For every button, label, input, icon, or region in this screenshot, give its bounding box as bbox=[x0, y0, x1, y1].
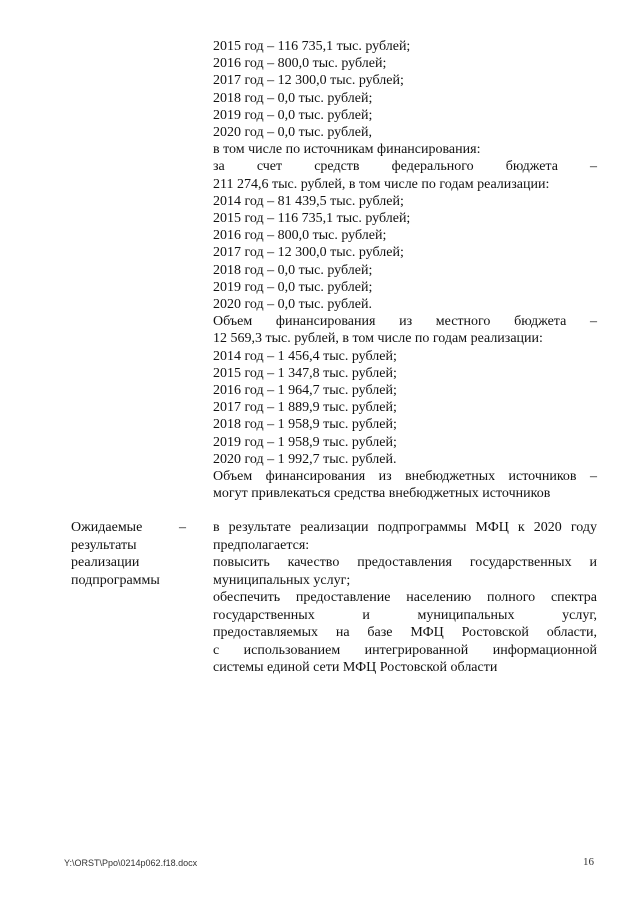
funding-sources-heading: в том числе по источникам финансирования: bbox=[213, 142, 481, 158]
local-year: 2017 год – 1 889,9 тыс. рублей; bbox=[213, 400, 397, 416]
result-line: системы единой сети МФЦ Ростовской области bbox=[213, 660, 498, 675]
local-year: 2014 год – 1 456,4 тыс. рублей; bbox=[213, 348, 397, 364]
federal-intro: за счет средств федерального бюджета – bbox=[213, 159, 597, 175]
local-total: 12 569,3 тыс. рублей, в том числе по годам реализации: bbox=[213, 331, 543, 347]
result-line: государственных и муниципальных услуг, bbox=[213, 607, 597, 623]
federal-year: 2014 год – 81 439,5 тыс. рублей; bbox=[213, 193, 404, 209]
row-dash: – bbox=[179, 520, 186, 535]
federal-year: 2016 год – 800,0 тыс. рублей; bbox=[213, 228, 387, 244]
local-year: 2018 год – 1 958,9 тыс. рублей; bbox=[213, 417, 397, 433]
local-year: 2019 год – 1 958,9 тыс. рублей; bbox=[213, 434, 397, 450]
page-number: 16 bbox=[583, 856, 594, 868]
result-line: обеспечить предоставление населению полного спектра bbox=[213, 590, 597, 605]
funding-column bbox=[213, 38, 597, 502]
local-year: 2016 год – 1 964,7 тыс. рублей; bbox=[213, 383, 397, 399]
extra-budget-intro: Объем финансирования из внебюджетных источников – bbox=[213, 469, 597, 485]
file-path: Y:\ORST\Ppo\0214p062.f18.docx bbox=[64, 858, 198, 868]
label-line: подпрограммы bbox=[71, 572, 160, 588]
label-line: Ожидаемые bbox=[71, 520, 143, 535]
result-line: муниципальных услуг; bbox=[213, 572, 351, 588]
funding-line: 2019 год – 0,0 тыс. рублей; bbox=[213, 107, 373, 123]
extra-budget-note: могут привлекаться средства внебюджетных источников bbox=[213, 486, 551, 502]
federal-total: 211 274,6 тыс. рублей, в том числе по годам реализации: bbox=[213, 176, 550, 192]
local-intro: Объем финансирования из местного бюджета – bbox=[213, 314, 597, 330]
funding-line: 2016 год – 800,0 тыс. рублей; bbox=[213, 56, 387, 72]
result-line: с использованием интегрированной информационной bbox=[213, 642, 597, 658]
federal-year: 2020 год – 0,0 тыс. рублей. bbox=[213, 297, 372, 313]
funding-line: 2018 год – 0,0 тыс. рублей; bbox=[213, 90, 373, 106]
federal-year: 2015 год – 116 735,1 тыс. рублей; bbox=[213, 211, 411, 227]
result-line: в результате реализации подпрограммы МФЦ к 2020 году bbox=[213, 520, 597, 535]
funding-line: 2015 год – 116 735,1 тыс. рублей; bbox=[213, 39, 411, 54]
result-line: повысить качество предоставления государственных и bbox=[213, 555, 597, 570]
local-year: 2015 год – 1 347,8 тыс. рублей; bbox=[213, 365, 397, 381]
expected-results-text bbox=[213, 519, 597, 677]
result-line: предполагается: bbox=[213, 537, 310, 553]
funding-line: 2020 год – 0,0 тыс. рублей, bbox=[213, 125, 372, 141]
label-line: реализации bbox=[71, 555, 140, 570]
local-year: 2020 год – 1 992,7 тыс. рублей. bbox=[213, 451, 397, 467]
federal-year: 2018 год – 0,0 тыс. рублей; bbox=[213, 262, 373, 278]
funding-line: 2017 год – 12 300,0 тыс. рублей; bbox=[213, 73, 404, 89]
federal-year: 2019 год – 0,0 тыс. рублей; bbox=[213, 279, 373, 295]
federal-year: 2017 год – 12 300,0 тыс. рублей; bbox=[213, 245, 404, 261]
label-line: результаты bbox=[71, 537, 137, 553]
result-line: предоставляемых на базе МФЦ Ростовской области, bbox=[213, 625, 597, 640]
expected-results-label bbox=[71, 519, 191, 589]
